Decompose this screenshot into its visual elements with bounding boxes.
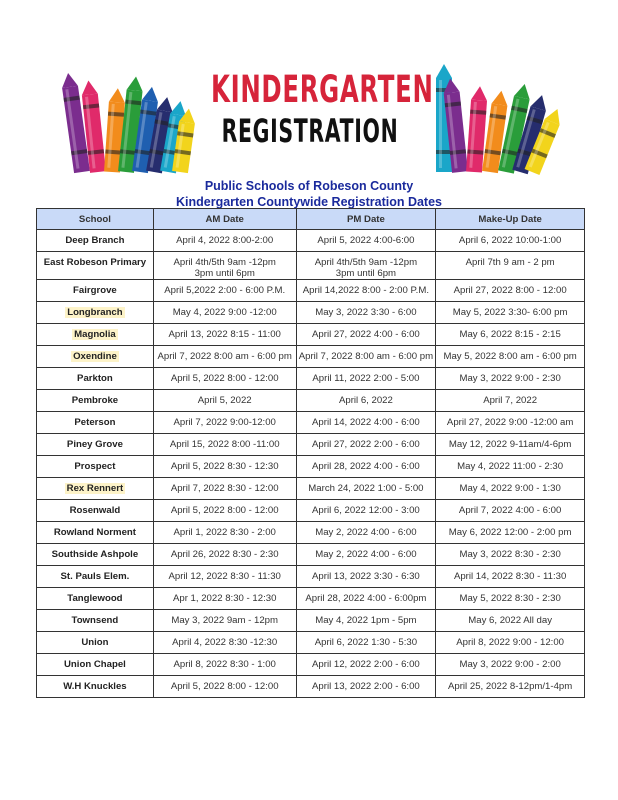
table-row (37, 566, 585, 588)
makeup-date-cell (436, 522, 585, 544)
makeup-date-cell-text: May 6, 2022 All day (468, 615, 552, 626)
pm-date-cell-text: May 2, 2022 4:00 - 6:00 (315, 549, 417, 560)
am-date-cell (153, 500, 296, 522)
makeup-date-cell-text: May 6, 2022 12:00 - 2:00 pm (448, 527, 572, 538)
pm-date-cell-text: April 12, 2022 2:00 - 6:00 (312, 659, 420, 670)
pm-date-cell (296, 610, 436, 632)
school-cell (37, 324, 154, 346)
school-cell-text: Deep Branch (65, 235, 125, 246)
pm-date-cell-text: April 28, 2022 4:00 - 6:00pm (305, 593, 427, 604)
pm-date-cell (296, 230, 436, 252)
makeup-date-cell-text: April 27, 2022 8:00 - 12:00 (453, 285, 567, 296)
pm-date-cell (296, 302, 436, 324)
am-date-cell-text: Apr 1, 2022 8:30 - 12:30 (172, 593, 277, 604)
school-cell (37, 522, 154, 544)
school-cell-text: Rex Rennert (66, 483, 124, 494)
pm-date-cell (296, 456, 436, 478)
school-cell (37, 632, 154, 654)
makeup-date-cell (436, 390, 585, 412)
makeup-date-cell (436, 252, 585, 280)
makeup-date-cell (436, 544, 585, 566)
makeup-date-cell (436, 566, 585, 588)
makeup-date-cell-text: May 6, 2022 8:15 - 2:15 (459, 329, 561, 340)
school-cell-text: Union (81, 637, 109, 648)
makeup-date-cell-text: April 25, 2022 8-12pm/1-4pm (448, 681, 573, 692)
makeup-date-cell (436, 456, 585, 478)
makeup-date-cell (436, 412, 585, 434)
table-row (37, 632, 585, 654)
table-row (37, 390, 585, 412)
table-row (37, 280, 585, 302)
table-row (37, 544, 585, 566)
am-date-cell-text: April 13, 2022 8:15 - 11:00 (168, 329, 281, 340)
makeup-date-cell-text: April 7th 9 am - 2 pm (465, 257, 555, 268)
am-date-cell (153, 478, 296, 500)
school-cell-text: Longbranch (67, 307, 123, 318)
column-header-pm-date: PM Date (296, 209, 436, 230)
am-date-cell-text: May 3, 2022 9am - 12pm (171, 615, 279, 626)
school-cell-text: Southside Ashpole (51, 549, 139, 560)
am-date-cell-text: April 12, 2022 8:30 - 11:30 (168, 571, 281, 582)
crayons-right-illustration (436, 64, 565, 175)
pm-date-cell (296, 632, 436, 654)
table-row (37, 654, 585, 676)
school-cell (37, 588, 154, 610)
am-date-cell (153, 346, 296, 368)
am-date-cell-text: April 15, 2022 8:00 -11:00 (169, 439, 280, 450)
pm-date-cell-text: April 13, 2022 3:30 - 6:30 (312, 571, 420, 582)
am-date-cell-text: April 5, 2022 8:30 - 12:30 (170, 461, 279, 472)
pm-date-cell-text: April 28, 2022 4:00 - 6:00 (312, 461, 420, 472)
am-date-cell-text: April 5, 2022 8:00 - 12:00 (170, 505, 279, 516)
pm-date-cell (296, 676, 436, 698)
table-header-row (37, 209, 585, 230)
pm-date-cell-text: April 14,2022 8:00 - 2:00 P.M. (302, 285, 430, 296)
am-date-cell-text: April 4, 2022 8:30 -12:30 (172, 637, 278, 648)
pm-date-cell-text: April 4th/5th 9am -12pm 3pm until 6pm (314, 257, 418, 279)
school-cell-text: Fairgrove (73, 285, 117, 296)
heading-subtitle: Kindergarten Countywide Registration Dates (175, 195, 442, 209)
makeup-date-cell-text: May 5, 2022 8:30 - 2:30 (459, 593, 561, 604)
table-row (37, 412, 585, 434)
school-cell-text: Rosenwald (69, 505, 121, 516)
banner-title-registration: REGISTRATION (221, 112, 399, 150)
table-row (37, 676, 585, 698)
pm-date-cell (296, 390, 436, 412)
table-row (37, 368, 585, 390)
makeup-date-cell (436, 324, 585, 346)
am-date-cell (153, 588, 296, 610)
pm-date-cell-text: April 6, 2022 12:00 - 3:00 (312, 505, 420, 516)
am-date-cell (153, 522, 296, 544)
pm-date-cell-text: April 13, 2022 2:00 - 6:00 (312, 681, 420, 692)
makeup-date-cell (436, 368, 585, 390)
school-cell (37, 676, 154, 698)
makeup-date-cell-text: May 12, 2022 9-11am/4-6pm (448, 439, 572, 450)
am-date-cell (153, 252, 296, 280)
makeup-date-cell (436, 610, 585, 632)
am-date-cell (153, 544, 296, 566)
pm-date-cell (296, 412, 436, 434)
makeup-date-cell (436, 676, 585, 698)
makeup-date-cell-text: April 8, 2022 9:00 - 12:00 (456, 637, 564, 648)
am-date-cell (153, 412, 296, 434)
pm-date-cell (296, 654, 436, 676)
crayons-left-illustration (60, 72, 197, 174)
registration-table (36, 208, 585, 698)
pm-date-cell-text: April 6, 2022 (338, 395, 393, 406)
makeup-date-cell (436, 478, 585, 500)
makeup-date-cell (436, 302, 585, 324)
table-row (37, 302, 585, 324)
school-cell-text: Prospect (74, 461, 116, 472)
table-row (37, 324, 585, 346)
am-date-cell-text: May 4, 2022 9:00 -12:00 (172, 307, 277, 318)
table-row (37, 434, 585, 456)
makeup-date-cell (436, 434, 585, 456)
pm-date-cell (296, 588, 436, 610)
table-row (37, 478, 585, 500)
pm-date-cell-text: April 14, 2022 4:00 - 6:00 (312, 417, 420, 428)
pm-date-cell-text: May 4, 2022 1pm - 5pm (315, 615, 417, 626)
makeup-date-cell (436, 632, 585, 654)
makeup-date-cell-text: April 6, 2022 10:00-1:00 (458, 235, 562, 246)
am-date-cell-text: April 5, 2022 8:00 - 12:00 (170, 373, 279, 384)
school-cell (37, 544, 154, 566)
school-cell-text: East Robeson Primary (43, 257, 147, 268)
am-date-cell-text: April 8, 2022 8:30 - 1:00 (173, 659, 276, 670)
am-date-cell (153, 434, 296, 456)
makeup-date-cell (436, 500, 585, 522)
school-cell-text: Union Chapel (64, 659, 126, 670)
school-cell (37, 456, 154, 478)
school-cell (37, 302, 154, 324)
am-date-cell-text: April 1, 2022 8:30 - 2:00 (173, 527, 276, 538)
makeup-date-cell (436, 588, 585, 610)
school-cell (37, 412, 154, 434)
pm-date-cell-text: April 5, 2022 4:00-6:00 (317, 235, 415, 246)
am-date-cell (153, 456, 296, 478)
column-header-am-date: AM Date (153, 209, 296, 230)
makeup-date-cell-text: May 5, 2022 3:30- 6:00 pm (452, 307, 568, 318)
am-date-cell-text: April 7, 2022 8:00 am - 6:00 pm (157, 351, 292, 362)
column-header-makeup-date: Make-Up Date (436, 209, 585, 230)
school-cell (37, 346, 154, 368)
pm-date-cell (296, 500, 436, 522)
table-row (37, 610, 585, 632)
makeup-date-cell-text: May 3, 2022 9:00 - 2:00 (459, 659, 561, 670)
pm-date-cell-text: April 11, 2022 2:00 - 5:00 (312, 373, 420, 384)
table-row (37, 456, 585, 478)
school-cell-text: Piney Grove (66, 439, 123, 450)
banner-title-kindergarten: KINDERGARTEN (211, 68, 434, 111)
pm-date-cell (296, 566, 436, 588)
makeup-date-cell-text: April 7, 2022 (483, 395, 538, 406)
makeup-date-cell-text: May 5, 2022 8:00 am - 6:00 pm (443, 351, 577, 362)
makeup-date-cell-text: April 7, 2022 4:00 - 6:00 (458, 505, 562, 516)
table-row (37, 346, 585, 368)
am-date-cell-text: April 5, 2022 8:00 - 12:00 (170, 681, 279, 692)
table-row (37, 500, 585, 522)
school-cell-text: Parkton (77, 373, 113, 384)
pm-date-cell (296, 522, 436, 544)
makeup-date-cell (436, 346, 585, 368)
am-date-cell (153, 368, 296, 390)
pm-date-cell (296, 434, 436, 456)
am-date-cell (153, 676, 296, 698)
makeup-date-cell-text: May 4, 2022 11:00 - 2:30 (457, 461, 564, 472)
am-date-cell-text: April 26, 2022 8:30 - 2:30 (170, 549, 279, 560)
pm-date-cell (296, 346, 436, 368)
makeup-date-cell (436, 654, 585, 676)
school-cell (37, 654, 154, 676)
pm-date-cell (296, 280, 436, 302)
am-date-cell (153, 654, 296, 676)
school-cell (37, 368, 154, 390)
table-row (37, 230, 585, 252)
pm-date-cell-text: April 27, 2022 4:00 - 6:00 (312, 329, 420, 340)
pm-date-cell (296, 478, 436, 500)
school-cell (37, 566, 154, 588)
am-date-cell (153, 632, 296, 654)
am-date-cell-text: April 4th/5th 9am -12pm 3pm until 6pm (173, 257, 276, 279)
makeup-date-cell (436, 280, 585, 302)
school-cell-text: Tanglewood (67, 593, 123, 604)
am-date-cell-text: April 7, 2022 8:30 - 12:00 (170, 483, 279, 494)
column-header-school: School (37, 209, 154, 230)
pm-date-cell-text: April 27, 2022 2:00 - 6:00 (312, 439, 420, 450)
am-date-cell-text: April 4, 2022 8:00-2:00 (176, 235, 274, 246)
am-date-cell (153, 302, 296, 324)
pm-date-cell (296, 252, 436, 280)
am-date-cell (153, 390, 296, 412)
pm-date-cell (296, 368, 436, 390)
school-cell-text: Peterson (74, 417, 116, 428)
pm-date-cell-text: April 6, 2022 1:30 - 5:30 (314, 637, 418, 648)
pm-date-cell-text: April 7, 2022 8:00 am - 6:00 pm (298, 351, 434, 362)
makeup-date-cell-text: April 27, 2022 9:00 -12:00 am (446, 417, 574, 428)
school-cell (37, 390, 154, 412)
am-date-cell (153, 230, 296, 252)
table-row (37, 588, 585, 610)
makeup-date-cell (436, 230, 585, 252)
school-cell-text: Townsend (71, 615, 119, 626)
pm-date-cell-text: May 3, 2022 3:30 - 6:00 (315, 307, 417, 318)
am-date-cell-text: April 7, 2022 9:00-12:00 (173, 417, 276, 428)
heading-district: Public Schools of Robeson County (204, 179, 414, 193)
makeup-date-cell-text: May 4, 2022 9:00 - 1:30 (459, 483, 561, 494)
table-row (37, 522, 585, 544)
school-cell (37, 280, 154, 302)
am-date-cell (153, 610, 296, 632)
am-date-cell (153, 566, 296, 588)
school-cell-text: Pembroke (71, 395, 119, 406)
pm-date-cell-text: May 2, 2022 4:00 - 6:00 (315, 527, 417, 538)
school-cell-text: Rowland Norment (53, 527, 136, 538)
school-cell (37, 500, 154, 522)
school-cell (37, 610, 154, 632)
makeup-date-cell-text: May 3, 2022 8:30 - 2:30 (459, 549, 561, 560)
makeup-date-cell-text: April 14, 2022 8:30 - 11:30 (453, 571, 567, 582)
school-cell (37, 230, 154, 252)
school-cell-text: St. Pauls Elem. (60, 571, 130, 582)
am-date-cell-text: April 5, 2022 (197, 395, 252, 406)
school-cell-text: Magnolia (74, 329, 116, 340)
pm-date-cell (296, 324, 436, 346)
am-date-cell (153, 324, 296, 346)
school-cell (37, 252, 154, 280)
school-cell (37, 434, 154, 456)
pm-date-cell-text: March 24, 2022 1:00 - 5:00 (308, 483, 424, 494)
school-cell (37, 478, 154, 500)
table-row (37, 252, 585, 280)
school-cell-text: Oxendine (73, 351, 117, 362)
school-cell-text: W.H Knuckles (63, 681, 127, 692)
makeup-date-cell-text: May 3, 2022 9:00 - 2:30 (459, 373, 561, 384)
am-date-cell-text: April 5,2022 2:00 - 6:00 P.M. (164, 285, 286, 296)
am-date-cell (153, 280, 296, 302)
pm-date-cell (296, 544, 436, 566)
